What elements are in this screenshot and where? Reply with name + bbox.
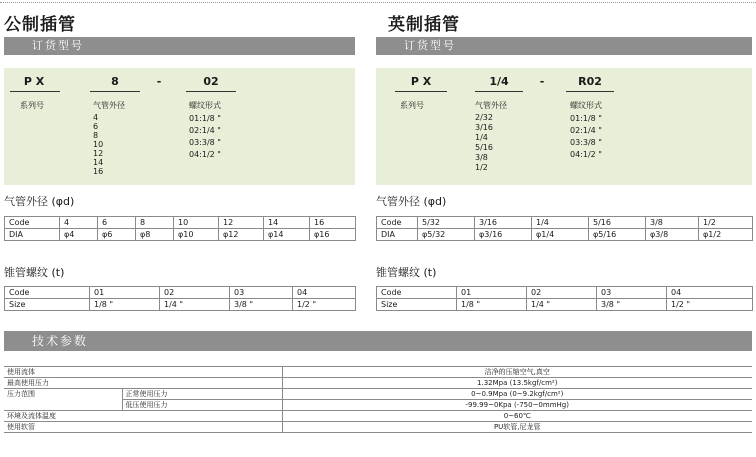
imperial-series-label: 系列号 <box>400 101 424 110</box>
metric-diameter-label: 气管外径 <box>93 101 125 110</box>
spec-label: 环境及流体温度 <box>4 411 122 422</box>
table-row <box>5 229 356 241</box>
imperial-pn-underline <box>475 91 523 92</box>
list-item: 8 <box>93 131 99 140</box>
spec-label <box>4 400 122 411</box>
table-cell: 01 <box>90 287 160 299</box>
spec-value: PU软管,尼龙管 <box>282 422 752 433</box>
specs-bar: 技术参数 <box>4 331 752 351</box>
table-cell: 02 <box>160 287 230 299</box>
list-item: 03:3/8 " <box>189 138 221 147</box>
imperial-pn-underline <box>566 91 614 92</box>
metric-title: 公制插管 <box>4 15 76 35</box>
table-row <box>377 287 753 299</box>
table-cell: Code <box>5 217 60 229</box>
table-cell: 5/32 <box>418 217 475 229</box>
table-row <box>4 367 752 378</box>
table-cell: DIA <box>5 229 60 241</box>
table-cell: φ8 <box>136 229 174 241</box>
metric-thread-label: 螺纹形式 <box>189 101 221 110</box>
spec-label: 使用流体 <box>4 367 122 378</box>
table-cell: 03 <box>597 287 667 299</box>
table-row <box>4 389 752 400</box>
table-cell: 3/8 " <box>597 299 667 311</box>
table-cell: 1/2 <box>699 217 753 229</box>
table-cell: φ5/32 <box>418 229 475 241</box>
list-item: 1/4 <box>475 133 488 142</box>
table-row <box>4 422 752 433</box>
metric-pn-dash: - <box>156 75 162 88</box>
list-item: 10 <box>93 140 104 149</box>
table-cell: 1/2 " <box>667 299 753 311</box>
table-cell: φ14 <box>264 229 310 241</box>
imperial-od-table <box>376 216 753 241</box>
table-cell: 04 <box>667 287 753 299</box>
table-cell: 5/16 <box>589 217 646 229</box>
spec-label: 使用软管 <box>4 422 122 433</box>
table-cell: DIA <box>377 229 418 241</box>
table-cell: Code <box>377 287 457 299</box>
imperial-diameter-label: 气管外径 <box>475 101 507 110</box>
table-cell: 10 <box>174 217 219 229</box>
list-item: 3/16 <box>475 123 493 132</box>
list-item: 16 <box>93 167 104 176</box>
table-cell: 16 <box>310 217 356 229</box>
metric-series-label: 系列号 <box>20 101 44 110</box>
table-cell: φ3/8 <box>646 229 699 241</box>
table-cell: Size <box>377 299 457 311</box>
metric-pn-underline <box>10 91 60 92</box>
table-row <box>4 400 752 411</box>
table-cell: 8 <box>136 217 174 229</box>
table-row <box>4 378 752 389</box>
table-row <box>5 287 356 299</box>
table-cell: Size <box>5 299 90 311</box>
table-cell: φ6 <box>98 229 136 241</box>
imperial-pn-underline <box>395 91 447 92</box>
table-cell: φ10 <box>174 229 219 241</box>
table-cell: 12 <box>219 217 264 229</box>
table-row <box>5 299 356 311</box>
table-row <box>4 411 752 422</box>
spec-value: 1.32Mpa (13.5kgf/cm²) <box>282 378 752 389</box>
metric-pn-thread: 02 <box>203 75 219 88</box>
spec-label: 最高使用压力 <box>4 378 122 389</box>
table-cell: φ16 <box>310 229 356 241</box>
metric-od-title: 气管外径 (φd) <box>4 195 75 208</box>
table-cell: φ1/4 <box>532 229 589 241</box>
list-item: 02:1/4 " <box>189 126 221 135</box>
imperial-title: 英制插管 <box>388 15 460 35</box>
list-item: 1/2 <box>475 163 488 172</box>
table-cell: 4 <box>60 217 98 229</box>
table-cell: φ1/2 <box>699 229 753 241</box>
table-cell: 1/4 <box>532 217 589 229</box>
metric-od-table <box>4 216 356 241</box>
table-row <box>377 229 753 241</box>
table-cell: 3/8 " <box>230 299 293 311</box>
table-cell: φ3/16 <box>475 229 532 241</box>
metric-diameter-options <box>93 113 103 176</box>
metric-thread-table <box>4 286 356 311</box>
spec-sub-label <box>122 367 282 378</box>
table-cell: 1/4 " <box>527 299 597 311</box>
metric-thread-title: 锥管螺纹 (t) <box>4 266 65 279</box>
table-row <box>377 299 753 311</box>
table-cell: 6 <box>98 217 136 229</box>
list-item: 01:1/8 " <box>189 114 221 123</box>
imperial-thread-table <box>376 286 753 311</box>
imperial-diameter-options <box>475 113 493 173</box>
table-cell: φ4 <box>60 229 98 241</box>
spec-sub-label: 低压使用压力 <box>122 400 282 411</box>
imperial-thread-title: 锥管螺纹 (t) <box>376 266 437 279</box>
table-cell: 1/8 " <box>90 299 160 311</box>
table-cell: φ12 <box>219 229 264 241</box>
imperial-pn-dash: - <box>539 75 545 88</box>
metric-pn-underline <box>186 91 236 92</box>
table-row <box>5 217 356 229</box>
table-cell: 1/4 " <box>160 299 230 311</box>
list-item: 03:3/8 " <box>570 138 602 147</box>
table-cell: 14 <box>264 217 310 229</box>
table-cell: 3/16 <box>475 217 532 229</box>
metric-thread-options <box>189 113 221 161</box>
imperial-pn-prefix: P X <box>410 75 432 88</box>
list-item: 12 <box>93 149 104 158</box>
list-item: 4 <box>93 113 99 122</box>
table-cell: 3/8 <box>646 217 699 229</box>
table-cell: 02 <box>527 287 597 299</box>
list-item: 01:1/8 " <box>570 114 602 123</box>
spec-value: -99.99~0Kpa (-750~0mmHg) <box>282 400 752 411</box>
table-cell: Code <box>5 287 90 299</box>
metric-pn-prefix: P X <box>23 75 45 88</box>
imperial-pn-thread: R02 <box>578 75 602 88</box>
top-dotted-divider <box>0 2 756 3</box>
list-item: 6 <box>93 122 99 131</box>
table-row <box>377 217 753 229</box>
metric-order-bar: 订货型号 <box>4 37 355 55</box>
spec-sub-label <box>122 422 282 433</box>
table-cell: 1/2 " <box>293 299 356 311</box>
table-cell: 04 <box>293 287 356 299</box>
spec-value: 0~60℃ <box>282 411 752 422</box>
table-cell: φ5/16 <box>589 229 646 241</box>
imperial-order-bar: 订货型号 <box>376 37 752 55</box>
spec-sub-label: 正常使用压力 <box>122 389 282 400</box>
spec-label: 压力范围 <box>7 390 35 399</box>
table-cell: Code <box>377 217 418 229</box>
list-item: 04:1/2 " <box>189 150 221 159</box>
spec-sub-label <box>122 378 282 389</box>
imperial-thread-label: 螺纹形式 <box>570 101 602 110</box>
list-item: 3/8 <box>475 153 488 162</box>
metric-pn-diameter: 8 <box>111 75 119 88</box>
table-cell: 01 <box>457 287 527 299</box>
list-item: 2/32 <box>475 113 493 122</box>
list-item: 5/16 <box>475 143 493 152</box>
list-item: 14 <box>93 158 104 167</box>
spec-value: 0~0.9Mpa (0~9.2kgf/cm²) <box>282 389 752 400</box>
metric-pn-underline <box>90 91 140 92</box>
spec-value: 洁净的压缩空气,真空 <box>282 367 752 378</box>
spec-sub-label <box>122 411 282 422</box>
imperial-pn-diameter: 1/4 <box>489 75 509 88</box>
specs-table <box>4 366 752 433</box>
table-cell: 1/8 " <box>457 299 527 311</box>
imperial-od-title: 气管外径 (φd) <box>376 195 447 208</box>
list-item: 02:1/4 " <box>570 126 602 135</box>
table-cell: 03 <box>230 287 293 299</box>
list-item: 04:1/2 " <box>570 150 602 159</box>
imperial-thread-options <box>570 113 602 161</box>
